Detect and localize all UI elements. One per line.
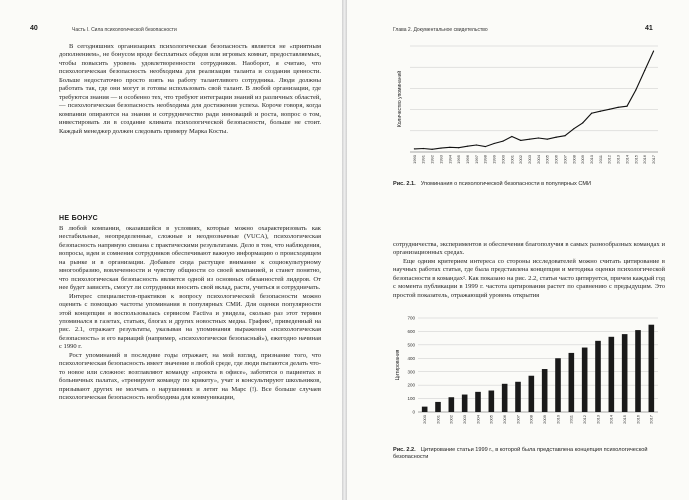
- x-tick-label: 2016: [635, 415, 641, 424]
- bar: [515, 382, 521, 412]
- x-tick-label: 2011: [568, 415, 574, 424]
- section-heading: НЕ БОНУС: [59, 215, 99, 222]
- text-block-bottom: [59, 225, 321, 403]
- x-tick-label: 2003: [462, 415, 468, 424]
- data-point: [414, 148, 415, 149]
- bar: [475, 392, 481, 412]
- paragraph: Еще одним критерием интереса со стороны исследователей можно считать цитирование в научных работах статьи, где была представлена концепция и методика оценки психологической безопасности в командах². Как показано на рис. 2.2, статья часто цитируется, причем каждый год с момента публикации в 1999 г. частота цитирования растет по сравнению с предыдущим. Это простой показатель, отражающий уровень открытия: [393, 257, 665, 299]
- bar: [422, 407, 428, 412]
- data-point: [529, 139, 530, 140]
- data-point: [600, 111, 601, 112]
- figure-label: Рис. 2.1.: [393, 181, 416, 187]
- data-point: [432, 149, 433, 150]
- x-tick-label: 1990: [411, 155, 417, 164]
- x-tick-label: 2004: [535, 155, 541, 164]
- paragraph: сотрудничества, экспериментов и обеспечения благополучия в самых разнообразных командах и организационных средах.: [393, 241, 665, 257]
- bar: [609, 337, 615, 412]
- data-point: [502, 141, 503, 142]
- x-tick-label: 2002: [518, 155, 524, 164]
- bar: [435, 402, 441, 412]
- y-tick-label: 700: [407, 315, 415, 321]
- mentions-line-chart: [392, 40, 662, 180]
- text-block-right: [393, 241, 665, 300]
- data-point: [476, 144, 477, 145]
- bar: [542, 369, 548, 412]
- x-tick-label: 2007: [562, 155, 568, 164]
- data-point: [556, 137, 557, 138]
- bar: [635, 330, 641, 412]
- x-tick-label: 1995: [456, 155, 462, 164]
- x-tick-label: 2013: [615, 155, 621, 164]
- x-tick-label: 2001: [509, 155, 515, 164]
- x-tick-label: 2005: [544, 155, 550, 164]
- x-tick-label: 2012: [606, 155, 612, 164]
- x-tick-label: 2015: [622, 415, 628, 424]
- bar: [489, 391, 495, 412]
- data-point: [609, 109, 610, 110]
- x-tick-label: 1991: [420, 155, 426, 164]
- x-tick-label: 1992: [429, 155, 435, 164]
- data-point: [564, 135, 565, 136]
- x-tick-label: 2003: [526, 155, 532, 164]
- x-tick-label: 2007: [515, 415, 521, 424]
- x-tick-label: 2014: [608, 415, 614, 424]
- text-block-top: [59, 43, 321, 136]
- y-tick-label: 600: [407, 329, 415, 335]
- paragraph: Рост упоминаний в последние годы отражает, на мой взгляд, признание того, что психологическая безопасность имеет значение в любой среде, где люди пытаются делать что-то новое или сложное: возглавляют команду «проекта в офисе», заботятся о пациентах в больничных палатах, «тренируют команду по крикету», учат и консультируют школьников, призывают других не молчать о нарушениях и летят на Марс (!). Все больше случаев психологическая безопасность необходима для коммуникации,: [59, 351, 321, 402]
- x-tick-label: 2006: [502, 415, 508, 424]
- x-tick-label: 2017: [650, 155, 656, 164]
- bar: [649, 325, 655, 412]
- x-tick-label: 1993: [438, 155, 444, 164]
- running-head: Часть I. Сила психологической безопасности: [72, 27, 177, 33]
- data-point: [618, 107, 619, 108]
- x-tick-label: 2000: [500, 155, 506, 164]
- x-tick-label: 2009: [542, 415, 548, 424]
- left-page: [0, 0, 342, 500]
- x-tick-label: 2004: [475, 415, 481, 424]
- y-axis-label: Количество упоминаний: [397, 70, 403, 128]
- data-point: [458, 147, 459, 148]
- paragraph: В сегодняшних организациях психологическая безопасность является не «приятным дополнением», не бонусом вроде бесплатных обедов или игровых комнат, предоставляемых, чтобы повысить уровень удовлетворенности сотрудников. Наоборот, я считаю, что психологическая безопасность необходима для реализации таланта и создания ценности. Больше недостаточно просто взять на работу талантливого сотрудника. Люди должны работать так, где они могут и готовы использовать свой талант. В любой организации, где требуются знания — и особенно тех, что требуют интеграции знаний из различных областей, — психологическая безопасность необходима для достижения успеха. Короче говоря, когда компании опираются на знания и сотрудничество ради инноваций и роста, вопрос о том, инвестировать ли в создание климата психологической безопасности, больше не стоит. Каждый менеджер должен следовать примеру Марка Косты.: [59, 43, 321, 135]
- x-tick-label: 2008: [528, 415, 534, 424]
- x-tick-label: 2015: [633, 155, 639, 164]
- x-tick-label: 2013: [595, 415, 601, 424]
- figure-caption-2-1: [393, 181, 663, 188]
- x-tick-label: 1999: [491, 155, 497, 164]
- x-tick-label: 2014: [624, 155, 630, 164]
- bar: [555, 358, 561, 412]
- citations-bar-chart: [392, 312, 662, 442]
- page-number: 40: [30, 25, 38, 32]
- data-point: [449, 147, 450, 148]
- data-point: [635, 89, 636, 90]
- x-tick-label: 2012: [582, 415, 588, 424]
- data-point: [494, 143, 495, 144]
- bar: [462, 395, 468, 412]
- data-point: [626, 106, 627, 107]
- x-tick-label: 2010: [588, 155, 594, 164]
- x-tick-label: 2002: [448, 415, 454, 424]
- page-number: 41: [645, 25, 653, 32]
- x-tick-label: 2011: [597, 155, 603, 164]
- x-tick-label: 1996: [464, 155, 470, 164]
- x-tick-label: 2000: [422, 415, 428, 424]
- y-tick-label: 500: [407, 342, 415, 348]
- running-head: Глава 2. Документальное свидетельство: [393, 27, 488, 33]
- data-point: [591, 113, 592, 114]
- data-point: [467, 146, 468, 147]
- data-point: [440, 148, 441, 149]
- data-point: [644, 70, 645, 71]
- paragraph: Интерес специалистов-практиков к вопросу психологической безопасности можно оценить с помощью частоты упоминания в популярных СМИ. Для оценки популярности этой концепции я воспользовалась сервисом Factiva и увидела, сколько раз этот термин упоминался в газетах, статьях, блогах и других новостных медиа. График¹, приведенный на рис. 2.1, отражает результаты, указывая на упоминания выражения «психологическая безопасность» и его вариаций (например, «психологически безопасный»), ежегодно начиная с 1990 г.: [59, 292, 321, 351]
- paragraph: В любой компании, оказавшейся в условиях, которые можно охарактеризовать как нестабильные, неопределенные, сложные и неоднозначные (VUCA), психологическая безопасность напрямую связана с практическими результатами. Дело в том, что наблюдения, вопросы, идеи и сомнения сотрудников обеспечивают важную информацию о происходящем на рынке и в организации. Добавьте сюда растущее внимание к социокультурному многообразию, вовлеченности и чувству общности со своей компанией, и станет понятно, что психологическая безопасность является одной из основных обязанностей лидеров. От нее будет зависеть, смогут ли сотрудники вносить свой вклад, расти, учиться и сотрудничать.: [59, 225, 321, 292]
- y-tick-label: 100: [407, 396, 415, 402]
- right-page: [347, 0, 689, 500]
- y-tick-label: 300: [407, 369, 415, 375]
- y-tick-label: 400: [407, 355, 415, 361]
- y-tick-label: 200: [407, 382, 415, 388]
- x-tick-label: 2008: [571, 155, 577, 164]
- series-line: [414, 51, 653, 149]
- y-axis-label: Цитирования: [395, 349, 401, 381]
- data-point: [538, 137, 539, 138]
- x-tick-label: 2001: [435, 415, 441, 424]
- y-tick-label: 0: [412, 409, 415, 415]
- bar: [569, 353, 575, 412]
- data-point: [511, 136, 512, 137]
- bar: [502, 384, 508, 412]
- bar: [582, 348, 588, 412]
- data-point: [573, 128, 574, 129]
- x-tick-label: 2017: [648, 415, 654, 424]
- x-tick-label: 2009: [580, 155, 586, 164]
- data-point: [582, 122, 583, 123]
- x-tick-label: 1998: [482, 155, 488, 164]
- figure-label: Рис. 2.2.: [393, 447, 416, 453]
- figure-caption-text: Упоминания о психологической безопасности в популярных СМИ: [420, 181, 592, 187]
- data-point: [423, 148, 424, 149]
- x-tick-label: 2005: [488, 415, 494, 424]
- bar: [595, 341, 601, 412]
- data-point: [653, 50, 654, 51]
- figure-caption-2-2: [393, 447, 663, 461]
- bar: [622, 334, 628, 412]
- x-tick-label: 2010: [555, 415, 561, 424]
- x-tick-label: 1994: [447, 155, 453, 164]
- bar: [529, 376, 535, 412]
- x-tick-label: 2006: [553, 155, 559, 164]
- bar: [449, 397, 455, 412]
- data-point: [547, 139, 548, 140]
- x-tick-label: 2016: [642, 155, 648, 164]
- data-point: [485, 146, 486, 147]
- data-point: [520, 140, 521, 141]
- x-tick-label: 1997: [473, 155, 479, 164]
- figure-caption-text: Цитирование статьи 1999 г., в которой была представлена концепция психологической безопасности: [393, 447, 648, 461]
